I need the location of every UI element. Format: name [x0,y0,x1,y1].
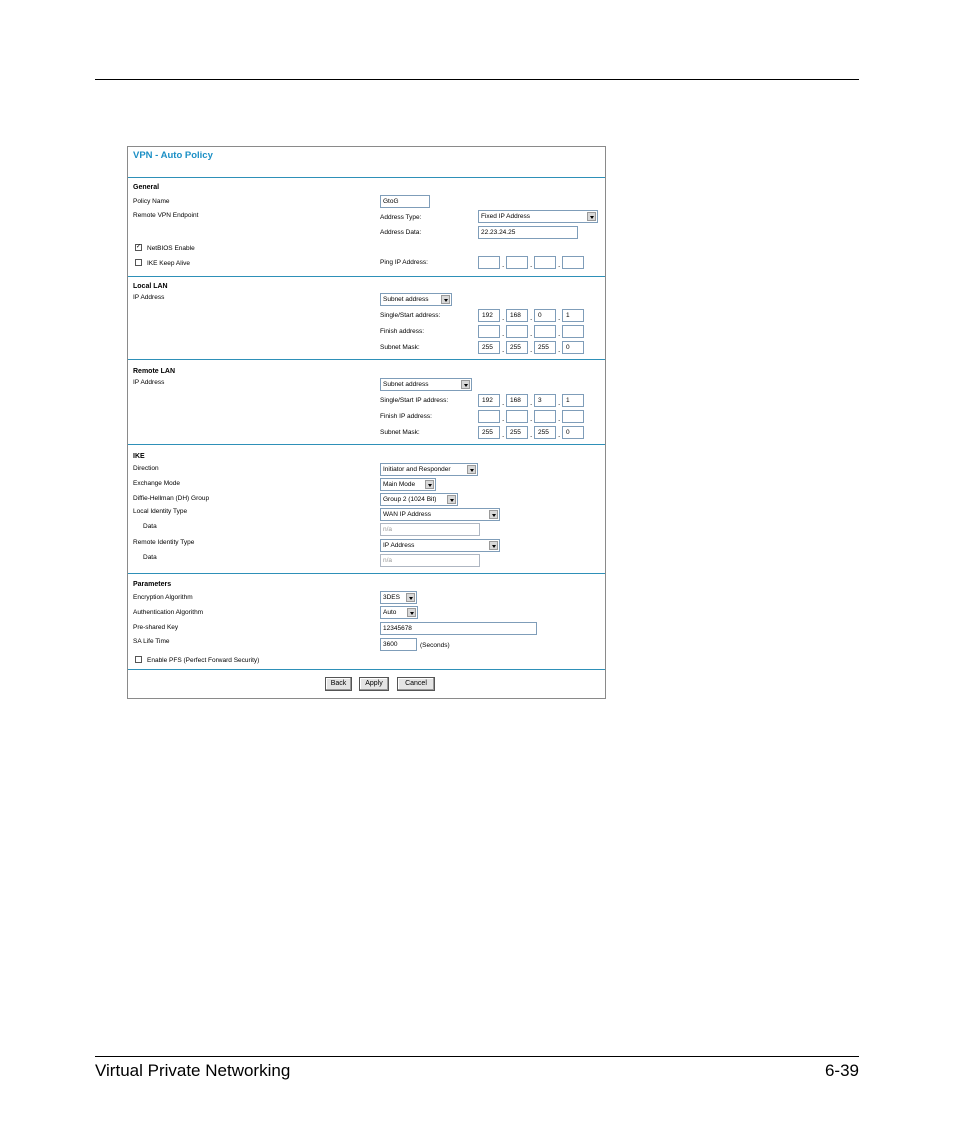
ip-dot: . [558,260,561,269]
ping-ip-label: Ping IP Address: [380,259,428,266]
cancel-button[interactable]: Cancel [397,677,435,691]
chevron-down-icon [489,510,498,519]
chevron-down-icon [447,495,456,504]
apply-button[interactable]: Apply [359,677,389,691]
ip-dot: . [558,313,561,322]
remote-identity-data-label: Data [143,554,157,561]
ike-heading: IKE [133,453,145,460]
dh-group-select[interactable] [380,493,458,506]
direction-select[interactable] [380,463,478,476]
address-data-label: Address Data: [380,229,422,236]
local-identity-type-label: Local Identity Type [133,508,188,515]
ip-octet-1[interactable]: 255 [478,426,500,439]
ip-octet-3[interactable]: 0 [534,309,556,322]
remote-vpn-endpoint-label: Remote VPN Endpoint [133,212,199,219]
local-identity-type-select[interactable] [380,508,500,521]
sa-lifetime-input[interactable]: 3600 [380,638,417,651]
remote-start-address-label: Single/Start IP address: [380,397,449,404]
ip-dot: . [502,430,505,439]
ip-dot: . [502,260,505,269]
remote-identity-type-label: Remote Identity Type [133,539,195,546]
ip-dot: . [558,398,561,407]
section-separator [128,177,605,178]
encryption-algorithm-label: Encryption Algorithm [133,594,193,601]
policy-name-label: Policy Name [133,198,170,205]
ip-octet-3[interactable]: 255 [534,426,556,439]
dh-group-label: Diffie-Hellman (DH) Group [133,495,210,502]
ip-dot: . [530,260,533,269]
ip-octet-4[interactable] [562,410,584,423]
ip-octet-1[interactable] [478,410,500,423]
ip-octet-1[interactable]: 255 [478,341,500,354]
address-type-label: Address Type: [380,214,422,221]
chevron-down-icon [407,608,416,617]
ip-octet-4[interactable]: 0 [562,426,584,439]
ip-dot: . [558,430,561,439]
ip-dot: . [502,345,505,354]
ip-dot: . [530,345,533,354]
ip-octet-2[interactable] [506,325,528,338]
ip-octet-2[interactable]: 255 [506,426,528,439]
local-lan-heading: Local LAN [133,283,168,290]
ip-octet-3[interactable] [534,410,556,423]
local-ip-address-label: IP Address [133,294,165,301]
remote-ip-address-label: IP Address [133,379,165,386]
authentication-algorithm-value: Auto [383,609,397,616]
remote-identity-type-value: IP Address [383,542,415,549]
section-separator [128,359,605,360]
netbios-enable-checkbox[interactable]: ✓ [136,244,142,250]
ip-octet-4[interactable] [562,325,584,338]
section-separator [128,276,605,277]
encryption-algorithm-value: 3DES [383,594,400,601]
direction-label: Direction [133,465,159,472]
local-ip-type-value: Subnet address [383,296,429,303]
ip-octet-4[interactable]: 1 [562,309,584,322]
local-identity-data-input[interactable]: n/a [380,523,480,536]
footer-chapter-title: Virtual Private Networking [95,1061,291,1080]
ip-dot: . [502,414,505,423]
pfs-label: Enable PFS (Perfect Forward Security) [147,657,260,664]
ip-dot: . [530,313,533,322]
remote-lan-heading: Remote LAN [133,368,176,375]
local-subnet-mask-label: Subnet Mask: [380,344,420,351]
ip-octet-2[interactable] [506,256,528,269]
direction-value: Initiator and Responder [383,466,451,473]
ip-octet-2[interactable] [506,410,528,423]
chevron-down-icon [406,593,415,602]
encryption-algorithm-select[interactable] [380,591,417,604]
sa-lifetime-label: SA Life Time [133,638,170,645]
ip-dot: . [502,329,505,338]
footer-page-number: 6-39 [824,1061,859,1080]
ip-octet-4[interactable] [562,256,584,269]
ip-octet-1[interactable] [478,325,500,338]
vpn-auto-policy-screenshot [127,146,606,699]
ip-octet-2[interactable]: 168 [506,309,528,322]
ip-octet-1[interactable]: 192 [478,309,500,322]
remote-subnet-mask-label: Subnet Mask: [380,429,420,436]
local-start-address-label: Single/Start address: [380,312,441,319]
chevron-down-icon [489,541,498,550]
local-ip-type-select[interactable] [380,293,452,306]
ip-octet-4[interactable]: 0 [562,341,584,354]
section-separator [128,444,605,445]
exchange-mode-select[interactable] [380,478,436,491]
chevron-down-icon [461,380,470,389]
back-button[interactable]: Back [325,677,352,691]
exchange-mode-value: Main Mode [383,481,416,488]
ip-dot: . [502,398,505,407]
exchange-mode-label: Exchange Mode [133,480,180,487]
ip-dot: . [558,414,561,423]
remote-ip-type-value: Subnet address [383,381,429,388]
header-rule [95,79,859,80]
address-type-value: Fixed IP Address [481,213,531,220]
local-identity-data-label: Data [143,523,157,530]
ike-keepalive-checkbox[interactable] [135,259,142,266]
policy-name-input[interactable]: GtoG [380,195,430,208]
ip-octet-3[interactable] [534,325,556,338]
local-identity-type-value: WAN IP Address [383,511,432,518]
ip-octet-1[interactable] [478,256,500,269]
ip-octet-2[interactable]: 168 [506,394,528,407]
remote-identity-type-select[interactable] [380,539,500,552]
ip-dot: . [530,329,533,338]
footer-rule [95,1056,859,1057]
netbios-enable-label: NetBIOS Enable [147,245,195,252]
remote-ip-type-select[interactable] [380,378,472,391]
pre-shared-key-label: Pre-shared Key [133,624,179,631]
local-finish-address-label: Finish address: [380,328,425,335]
chevron-down-icon [425,480,434,489]
ip-dot: . [502,313,505,322]
pfs-checkbox[interactable] [135,656,142,663]
ike-keepalive-label: IKE Keep Alive [147,260,190,267]
chevron-down-icon [441,295,450,304]
ip-dot: . [530,430,533,439]
section-separator [128,669,605,670]
address-type-select[interactable] [478,210,598,223]
sa-lifetime-unit: (Seconds) [420,642,450,649]
ip-octet-3[interactable]: 255 [534,341,556,354]
general-heading: General [133,184,160,191]
form-title: VPN - Auto Policy [133,150,213,161]
address-data-input[interactable]: 22.23.24.25 [478,226,578,239]
ip-octet-2[interactable]: 255 [506,341,528,354]
ip-dot: . [530,414,533,423]
ip-octet-3[interactable]: 3 [534,394,556,407]
dh-group-value: Group 2 (1024 Bit) [383,496,437,503]
authentication-algorithm-select[interactable] [380,606,418,619]
ip-dot: . [558,345,561,354]
chevron-down-icon [587,212,596,221]
ip-dot: . [530,398,533,407]
authentication-algorithm-label: Authentication Algorithm [133,609,204,616]
section-separator [128,573,605,574]
remote-finish-address-label: Finish IP address: [380,413,432,420]
ip-octet-1[interactable]: 192 [478,394,500,407]
chevron-down-icon [467,465,476,474]
pre-shared-key-input[interactable]: 12345678 [380,622,537,635]
ip-dot: . [558,329,561,338]
parameters-heading: Parameters [133,581,172,588]
remote-identity-data-input[interactable]: n/a [380,554,480,567]
ip-octet-4[interactable]: 1 [562,394,584,407]
ip-octet-3[interactable] [534,256,556,269]
